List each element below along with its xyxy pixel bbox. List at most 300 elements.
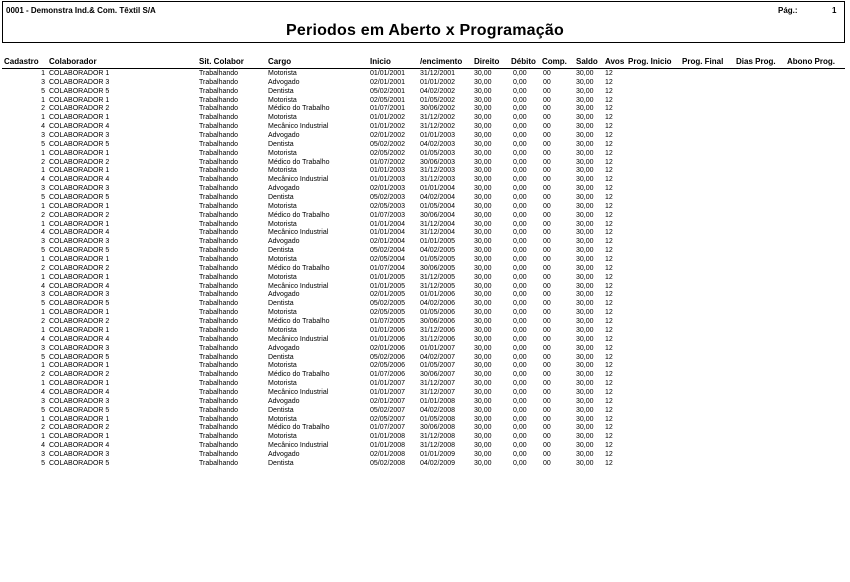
cell-vencimento: 30/06/2002: [420, 105, 456, 113]
cell-debito: 0,00: [513, 194, 527, 202]
cell-comp: 00: [543, 362, 551, 370]
cell-debito: 0,00: [513, 114, 527, 122]
cell-cadastro: 2: [41, 318, 45, 326]
col-header-saldo: Saldo: [576, 57, 598, 66]
cell-avos: 12: [605, 318, 613, 326]
cell-avos: 12: [605, 326, 613, 334]
cell-saldo: 30,00: [576, 194, 594, 202]
cell-inicio: 05/02/2003: [370, 194, 406, 202]
cell-comp: 00: [543, 388, 551, 396]
cell-situacao: Trabalhando: [199, 424, 239, 432]
cell-colaborador: COLABORADOR 5: [49, 194, 110, 202]
cell-vencimento: 01/01/2004: [420, 185, 456, 193]
cell-saldo: 30,00: [576, 132, 594, 140]
cell-situacao: Trabalhando: [199, 406, 239, 414]
cell-saldo: 30,00: [576, 282, 594, 290]
cell-avos: 12: [605, 149, 613, 157]
cell-debito: 0,00: [513, 264, 527, 272]
cell-inicio: 01/01/2006: [370, 335, 406, 343]
cell-colaborador: COLABORADOR 1: [49, 362, 110, 370]
cell-saldo: 30,00: [576, 229, 594, 237]
cell-colaborador: COLABORADOR 1: [49, 220, 110, 228]
cell-inicio: 01/01/2005: [370, 282, 406, 290]
cell-avos: 12: [605, 70, 613, 77]
cell-cadastro: 5: [41, 194, 45, 202]
cell-comp: 00: [543, 424, 551, 432]
table-row: [0, 362, 850, 371]
cell-direito: 30,00: [474, 388, 492, 396]
cell-saldo: 30,00: [576, 149, 594, 157]
cell-inicio: 02/05/2003: [370, 202, 406, 210]
cell-direito: 30,00: [474, 415, 492, 423]
cell-colaborador: COLABORADOR 1: [49, 256, 110, 264]
table-row: [0, 194, 850, 203]
cell-saldo: 30,00: [576, 415, 594, 423]
cell-avos: 12: [605, 450, 613, 458]
cell-saldo: 30,00: [576, 424, 594, 432]
cell-cargo: Dentista: [268, 459, 294, 467]
cell-direito: 30,00: [474, 291, 492, 299]
cell-comp: 00: [543, 176, 551, 184]
cell-inicio: 02/05/2002: [370, 149, 406, 157]
cell-cadastro: 5: [41, 406, 45, 414]
table-row: [0, 336, 850, 345]
cell-vencimento: 01/01/2005: [420, 238, 456, 246]
cell-cargo: Médico do Trabalho: [268, 158, 330, 166]
cell-comp: 00: [543, 87, 551, 95]
cell-comp: 00: [543, 282, 551, 290]
cell-situacao: Trabalhando: [199, 158, 239, 166]
cell-saldo: 30,00: [576, 211, 594, 219]
cell-cadastro: 1: [41, 149, 45, 157]
cell-saldo: 30,00: [576, 158, 594, 166]
cell-vencimento: 30/06/2005: [420, 264, 456, 272]
cell-colaborador: COLABORADOR 3: [49, 450, 110, 458]
cell-colaborador: COLABORADOR 2: [49, 264, 110, 272]
cell-cargo: Dentista: [268, 247, 294, 255]
cell-situacao: Trabalhando: [199, 450, 239, 458]
cell-situacao: Trabalhando: [199, 185, 239, 193]
cell-cargo: Médico do Trabalho: [268, 371, 330, 379]
cell-cadastro: 1: [41, 415, 45, 423]
col-header-debito: Débito: [511, 57, 536, 66]
cell-avos: 12: [605, 220, 613, 228]
table-row: [0, 105, 850, 114]
cell-direito: 30,00: [474, 70, 492, 77]
cell-colaborador: COLABORADOR 4: [49, 176, 110, 184]
cell-inicio: 02/01/2003: [370, 185, 406, 193]
cell-colaborador: COLABORADOR 2: [49, 158, 110, 166]
cell-direito: 30,00: [474, 344, 492, 352]
table-row: [0, 274, 850, 283]
cell-cadastro: 3: [41, 344, 45, 352]
cell-avos: 12: [605, 96, 613, 104]
cell-situacao: Trabalhando: [199, 326, 239, 334]
cell-debito: 0,00: [513, 202, 527, 210]
cell-cadastro: 1: [41, 273, 45, 281]
cell-comp: 00: [543, 202, 551, 210]
cell-inicio: 05/02/2004: [370, 247, 406, 255]
cell-cargo: Dentista: [268, 140, 294, 148]
cell-direito: 30,00: [474, 238, 492, 246]
cell-vencimento: 04/02/2004: [420, 194, 456, 202]
table-row: [0, 460, 850, 469]
cell-saldo: 30,00: [576, 96, 594, 104]
cell-vencimento: 04/02/2007: [420, 353, 456, 361]
col-header-colaborador: Colaborador: [49, 57, 97, 66]
cell-inicio: 01/01/2001: [370, 70, 406, 77]
company-name: 0001 - Demonstra Ind.& Com. Têxtil S/A: [6, 6, 156, 15]
table-row: [0, 221, 850, 230]
cell-comp: 00: [543, 415, 551, 423]
table-row: [0, 380, 850, 389]
cell-comp: 00: [543, 167, 551, 175]
cell-colaborador: COLABORADOR 3: [49, 238, 110, 246]
cell-vencimento: 30/06/2003: [420, 158, 456, 166]
cell-vencimento: 31/12/2008: [420, 433, 456, 441]
cell-direito: 30,00: [474, 149, 492, 157]
cell-debito: 0,00: [513, 424, 527, 432]
cell-debito: 0,00: [513, 335, 527, 343]
cell-situacao: Trabalhando: [199, 433, 239, 441]
cell-saldo: 30,00: [576, 273, 594, 281]
cell-direito: 30,00: [474, 282, 492, 290]
cell-saldo: 30,00: [576, 344, 594, 352]
cell-colaborador: COLABORADOR 2: [49, 105, 110, 113]
cell-inicio: 05/02/2006: [370, 353, 406, 361]
cell-cadastro: 4: [41, 123, 45, 131]
cell-avos: 12: [605, 388, 613, 396]
cell-colaborador: COLABORADOR 5: [49, 459, 110, 467]
cell-cadastro: 1: [41, 326, 45, 334]
cell-debito: 0,00: [513, 78, 527, 86]
cell-inicio: 02/05/2004: [370, 256, 406, 264]
cell-cargo: Motorista: [268, 70, 297, 77]
cell-situacao: Trabalhando: [199, 291, 239, 299]
cell-avos: 12: [605, 211, 613, 219]
cell-comp: 00: [543, 397, 551, 405]
cell-debito: 0,00: [513, 211, 527, 219]
cell-situacao: Trabalhando: [199, 176, 239, 184]
cell-debito: 0,00: [513, 353, 527, 361]
cell-situacao: Trabalhando: [199, 78, 239, 86]
cell-colaborador: COLABORADOR 4: [49, 442, 110, 450]
cell-inicio: 01/01/2002: [370, 123, 406, 131]
cell-saldo: 30,00: [576, 247, 594, 255]
cell-situacao: Trabalhando: [199, 256, 239, 264]
cell-avos: 12: [605, 264, 613, 272]
cell-vencimento: 01/01/2008: [420, 397, 456, 405]
cell-situacao: Trabalhando: [199, 247, 239, 255]
cell-comp: 00: [543, 380, 551, 388]
cell-comp: 00: [543, 406, 551, 414]
cell-cargo: Médico do Trabalho: [268, 424, 330, 432]
col-header-avos: Avos: [605, 57, 625, 66]
cell-saldo: 30,00: [576, 388, 594, 396]
cell-cadastro: 5: [41, 247, 45, 255]
cell-inicio: 02/05/2007: [370, 415, 406, 423]
cell-direito: 30,00: [474, 300, 492, 308]
cell-cadastro: 5: [41, 87, 45, 95]
table-row: [0, 150, 850, 159]
cell-colaborador: COLABORADOR 3: [49, 291, 110, 299]
cell-avos: 12: [605, 424, 613, 432]
cell-situacao: Trabalhando: [199, 264, 239, 272]
cell-avos: 12: [605, 256, 613, 264]
cell-cargo: Motorista: [268, 362, 297, 370]
table-row: [0, 291, 850, 300]
cell-colaborador: COLABORADOR 5: [49, 87, 110, 95]
cell-inicio: 01/01/2008: [370, 442, 406, 450]
cell-debito: 0,00: [513, 167, 527, 175]
cell-situacao: Trabalhando: [199, 149, 239, 157]
cell-direito: 30,00: [474, 442, 492, 450]
cell-situacao: Trabalhando: [199, 220, 239, 228]
cell-direito: 30,00: [474, 309, 492, 317]
col-header-vencimento: /encimento: [420, 57, 463, 66]
cell-saldo: 30,00: [576, 380, 594, 388]
table-row: [0, 229, 850, 238]
table-row: [0, 416, 850, 425]
cell-direito: 30,00: [474, 397, 492, 405]
cell-colaborador: COLABORADOR 1: [49, 309, 110, 317]
cell-inicio: 01/07/2005: [370, 318, 406, 326]
cell-saldo: 30,00: [576, 140, 594, 148]
cell-situacao: Trabalhando: [199, 229, 239, 237]
report-rows: [0, 70, 850, 469]
cell-direito: 30,00: [474, 176, 492, 184]
cell-comp: 00: [543, 123, 551, 131]
cell-direito: 30,00: [474, 78, 492, 86]
cell-direito: 30,00: [474, 229, 492, 237]
cell-avos: 12: [605, 415, 613, 423]
cell-situacao: Trabalhando: [199, 344, 239, 352]
cell-debito: 0,00: [513, 229, 527, 237]
cell-direito: 30,00: [474, 96, 492, 104]
cell-debito: 0,00: [513, 318, 527, 326]
cell-cadastro: 5: [41, 300, 45, 308]
cell-vencimento: 30/06/2004: [420, 211, 456, 219]
table-row: [0, 70, 850, 79]
cell-vencimento: 01/05/2005: [420, 256, 456, 264]
cell-cadastro: 3: [41, 185, 45, 193]
table-row: [0, 389, 850, 398]
cell-comp: 00: [543, 158, 551, 166]
cell-situacao: Trabalhando: [199, 415, 239, 423]
cell-cargo: Mecânico Industrial: [268, 176, 329, 184]
cell-situacao: Trabalhando: [199, 353, 239, 361]
cell-inicio: 01/01/2004: [370, 220, 406, 228]
cell-avos: 12: [605, 194, 613, 202]
cell-direito: 30,00: [474, 132, 492, 140]
cell-saldo: 30,00: [576, 87, 594, 95]
table-row: [0, 327, 850, 336]
cell-cadastro: 1: [41, 309, 45, 317]
cell-saldo: 30,00: [576, 78, 594, 86]
cell-colaborador: COLABORADOR 1: [49, 433, 110, 441]
col-header-prog-inicio: Prog. Inicio: [628, 57, 672, 66]
cell-cargo: Médico do Trabalho: [268, 105, 330, 113]
cell-saldo: 30,00: [576, 326, 594, 334]
cell-cadastro: 2: [41, 211, 45, 219]
cell-situacao: Trabalhando: [199, 282, 239, 290]
cell-cargo: Dentista: [268, 353, 294, 361]
table-row: [0, 398, 850, 407]
cell-cadastro: 1: [41, 433, 45, 441]
cell-cargo: Dentista: [268, 87, 294, 95]
cell-comp: 00: [543, 229, 551, 237]
cell-cadastro: 3: [41, 450, 45, 458]
cell-comp: 00: [543, 78, 551, 86]
table-row: [0, 79, 850, 88]
cell-saldo: 30,00: [576, 256, 594, 264]
cell-situacao: Trabalhando: [199, 318, 239, 326]
cell-cadastro: 1: [41, 167, 45, 175]
cell-inicio: 02/01/2005: [370, 291, 406, 299]
cell-inicio: 01/01/2002: [370, 114, 406, 122]
cell-cadastro: 3: [41, 291, 45, 299]
cell-avos: 12: [605, 309, 613, 317]
cell-direito: 30,00: [474, 202, 492, 210]
cell-comp: 00: [543, 353, 551, 361]
cell-avos: 12: [605, 176, 613, 184]
cell-direito: 30,00: [474, 185, 492, 193]
cell-colaborador: COLABORADOR 3: [49, 397, 110, 405]
cell-direito: 30,00: [474, 424, 492, 432]
cell-avos: 12: [605, 247, 613, 255]
cell-saldo: 30,00: [576, 264, 594, 272]
cell-comp: 00: [543, 256, 551, 264]
cell-cadastro: 2: [41, 105, 45, 113]
cell-direito: 30,00: [474, 140, 492, 148]
cell-avos: 12: [605, 238, 613, 246]
cell-colaborador: COLABORADOR 1: [49, 167, 110, 175]
cell-direito: 30,00: [474, 194, 492, 202]
cell-avos: 12: [605, 185, 613, 193]
table-row: [0, 433, 850, 442]
cell-avos: 12: [605, 353, 613, 361]
cell-inicio: 02/01/2008: [370, 450, 406, 458]
cell-avos: 12: [605, 229, 613, 237]
cell-direito: 30,00: [474, 256, 492, 264]
cell-cargo: Motorista: [268, 202, 297, 210]
cell-vencimento: 30/06/2006: [420, 318, 456, 326]
cell-avos: 12: [605, 380, 613, 388]
cell-colaborador: COLABORADOR 3: [49, 344, 110, 352]
cell-debito: 0,00: [513, 123, 527, 131]
cell-avos: 12: [605, 459, 613, 467]
cell-cargo: Advogado: [268, 344, 300, 352]
cell-comp: 00: [543, 264, 551, 272]
cell-colaborador: COLABORADOR 1: [49, 380, 110, 388]
cell-cargo: Motorista: [268, 96, 297, 104]
col-header-comp: Comp.: [542, 57, 567, 66]
cell-cadastro: 4: [41, 229, 45, 237]
cell-avos: 12: [605, 335, 613, 343]
cell-vencimento: 01/01/2009: [420, 450, 456, 458]
cell-saldo: 30,00: [576, 318, 594, 326]
cell-inicio: 01/01/2007: [370, 380, 406, 388]
cell-colaborador: COLABORADOR 2: [49, 424, 110, 432]
cell-vencimento: 31/12/2007: [420, 388, 456, 396]
cell-avos: 12: [605, 362, 613, 370]
cell-cargo: Mecânico Industrial: [268, 229, 329, 237]
cell-colaborador: COLABORADOR 5: [49, 247, 110, 255]
cell-direito: 30,00: [474, 114, 492, 122]
table-row: [0, 141, 850, 150]
table-row: [0, 345, 850, 354]
cell-debito: 0,00: [513, 149, 527, 157]
cell-vencimento: 04/02/2009: [420, 459, 456, 467]
cell-comp: 00: [543, 185, 551, 193]
cell-debito: 0,00: [513, 309, 527, 317]
cell-saldo: 30,00: [576, 70, 594, 77]
cell-cargo: Advogado: [268, 397, 300, 405]
cell-saldo: 30,00: [576, 397, 594, 405]
cell-direito: 30,00: [474, 433, 492, 441]
cell-colaborador: COLABORADOR 1: [49, 273, 110, 281]
cell-cadastro: 4: [41, 282, 45, 290]
cell-cadastro: 1: [41, 256, 45, 264]
cell-direito: 30,00: [474, 353, 492, 361]
table-row: [0, 354, 850, 363]
table-row: [0, 176, 850, 185]
table-row: [0, 238, 850, 247]
cell-vencimento: 04/02/2005: [420, 247, 456, 255]
cell-cadastro: 4: [41, 442, 45, 450]
cell-vencimento: 04/02/2003: [420, 140, 456, 148]
cell-saldo: 30,00: [576, 176, 594, 184]
cell-comp: 00: [543, 335, 551, 343]
table-row: [0, 371, 850, 380]
cell-comp: 00: [543, 140, 551, 148]
cell-debito: 0,00: [513, 105, 527, 113]
cell-cadastro: 2: [41, 264, 45, 272]
table-row: [0, 451, 850, 460]
cell-colaborador: COLABORADOR 4: [49, 229, 110, 237]
cell-vencimento: 04/02/2002: [420, 87, 456, 95]
cell-comp: 00: [543, 194, 551, 202]
cell-situacao: Trabalhando: [199, 96, 239, 104]
cell-avos: 12: [605, 344, 613, 352]
cell-direito: 30,00: [474, 220, 492, 228]
cell-comp: 00: [543, 238, 551, 246]
cell-comp: 00: [543, 459, 551, 467]
cell-debito: 0,00: [513, 273, 527, 281]
cell-saldo: 30,00: [576, 123, 594, 131]
cell-avos: 12: [605, 442, 613, 450]
cell-inicio: 05/02/2005: [370, 300, 406, 308]
cell-debito: 0,00: [513, 326, 527, 334]
col-header-direito: Direito: [474, 57, 500, 66]
cell-saldo: 30,00: [576, 105, 594, 113]
table-row: [0, 247, 850, 256]
cell-colaborador: COLABORADOR 5: [49, 300, 110, 308]
cell-inicio: 01/07/2002: [370, 158, 406, 166]
cell-cadastro: 2: [41, 371, 45, 379]
table-row: [0, 167, 850, 176]
cell-colaborador: COLABORADOR 4: [49, 388, 110, 396]
cell-saldo: 30,00: [576, 362, 594, 370]
cell-situacao: Trabalhando: [199, 123, 239, 131]
cell-inicio: 02/05/2006: [370, 362, 406, 370]
cell-direito: 30,00: [474, 362, 492, 370]
cell-comp: 00: [543, 318, 551, 326]
cell-direito: 30,00: [474, 123, 492, 131]
cell-vencimento: 31/12/2002: [420, 114, 456, 122]
table-row: [0, 123, 850, 132]
cell-cargo: Médico do Trabalho: [268, 211, 330, 219]
